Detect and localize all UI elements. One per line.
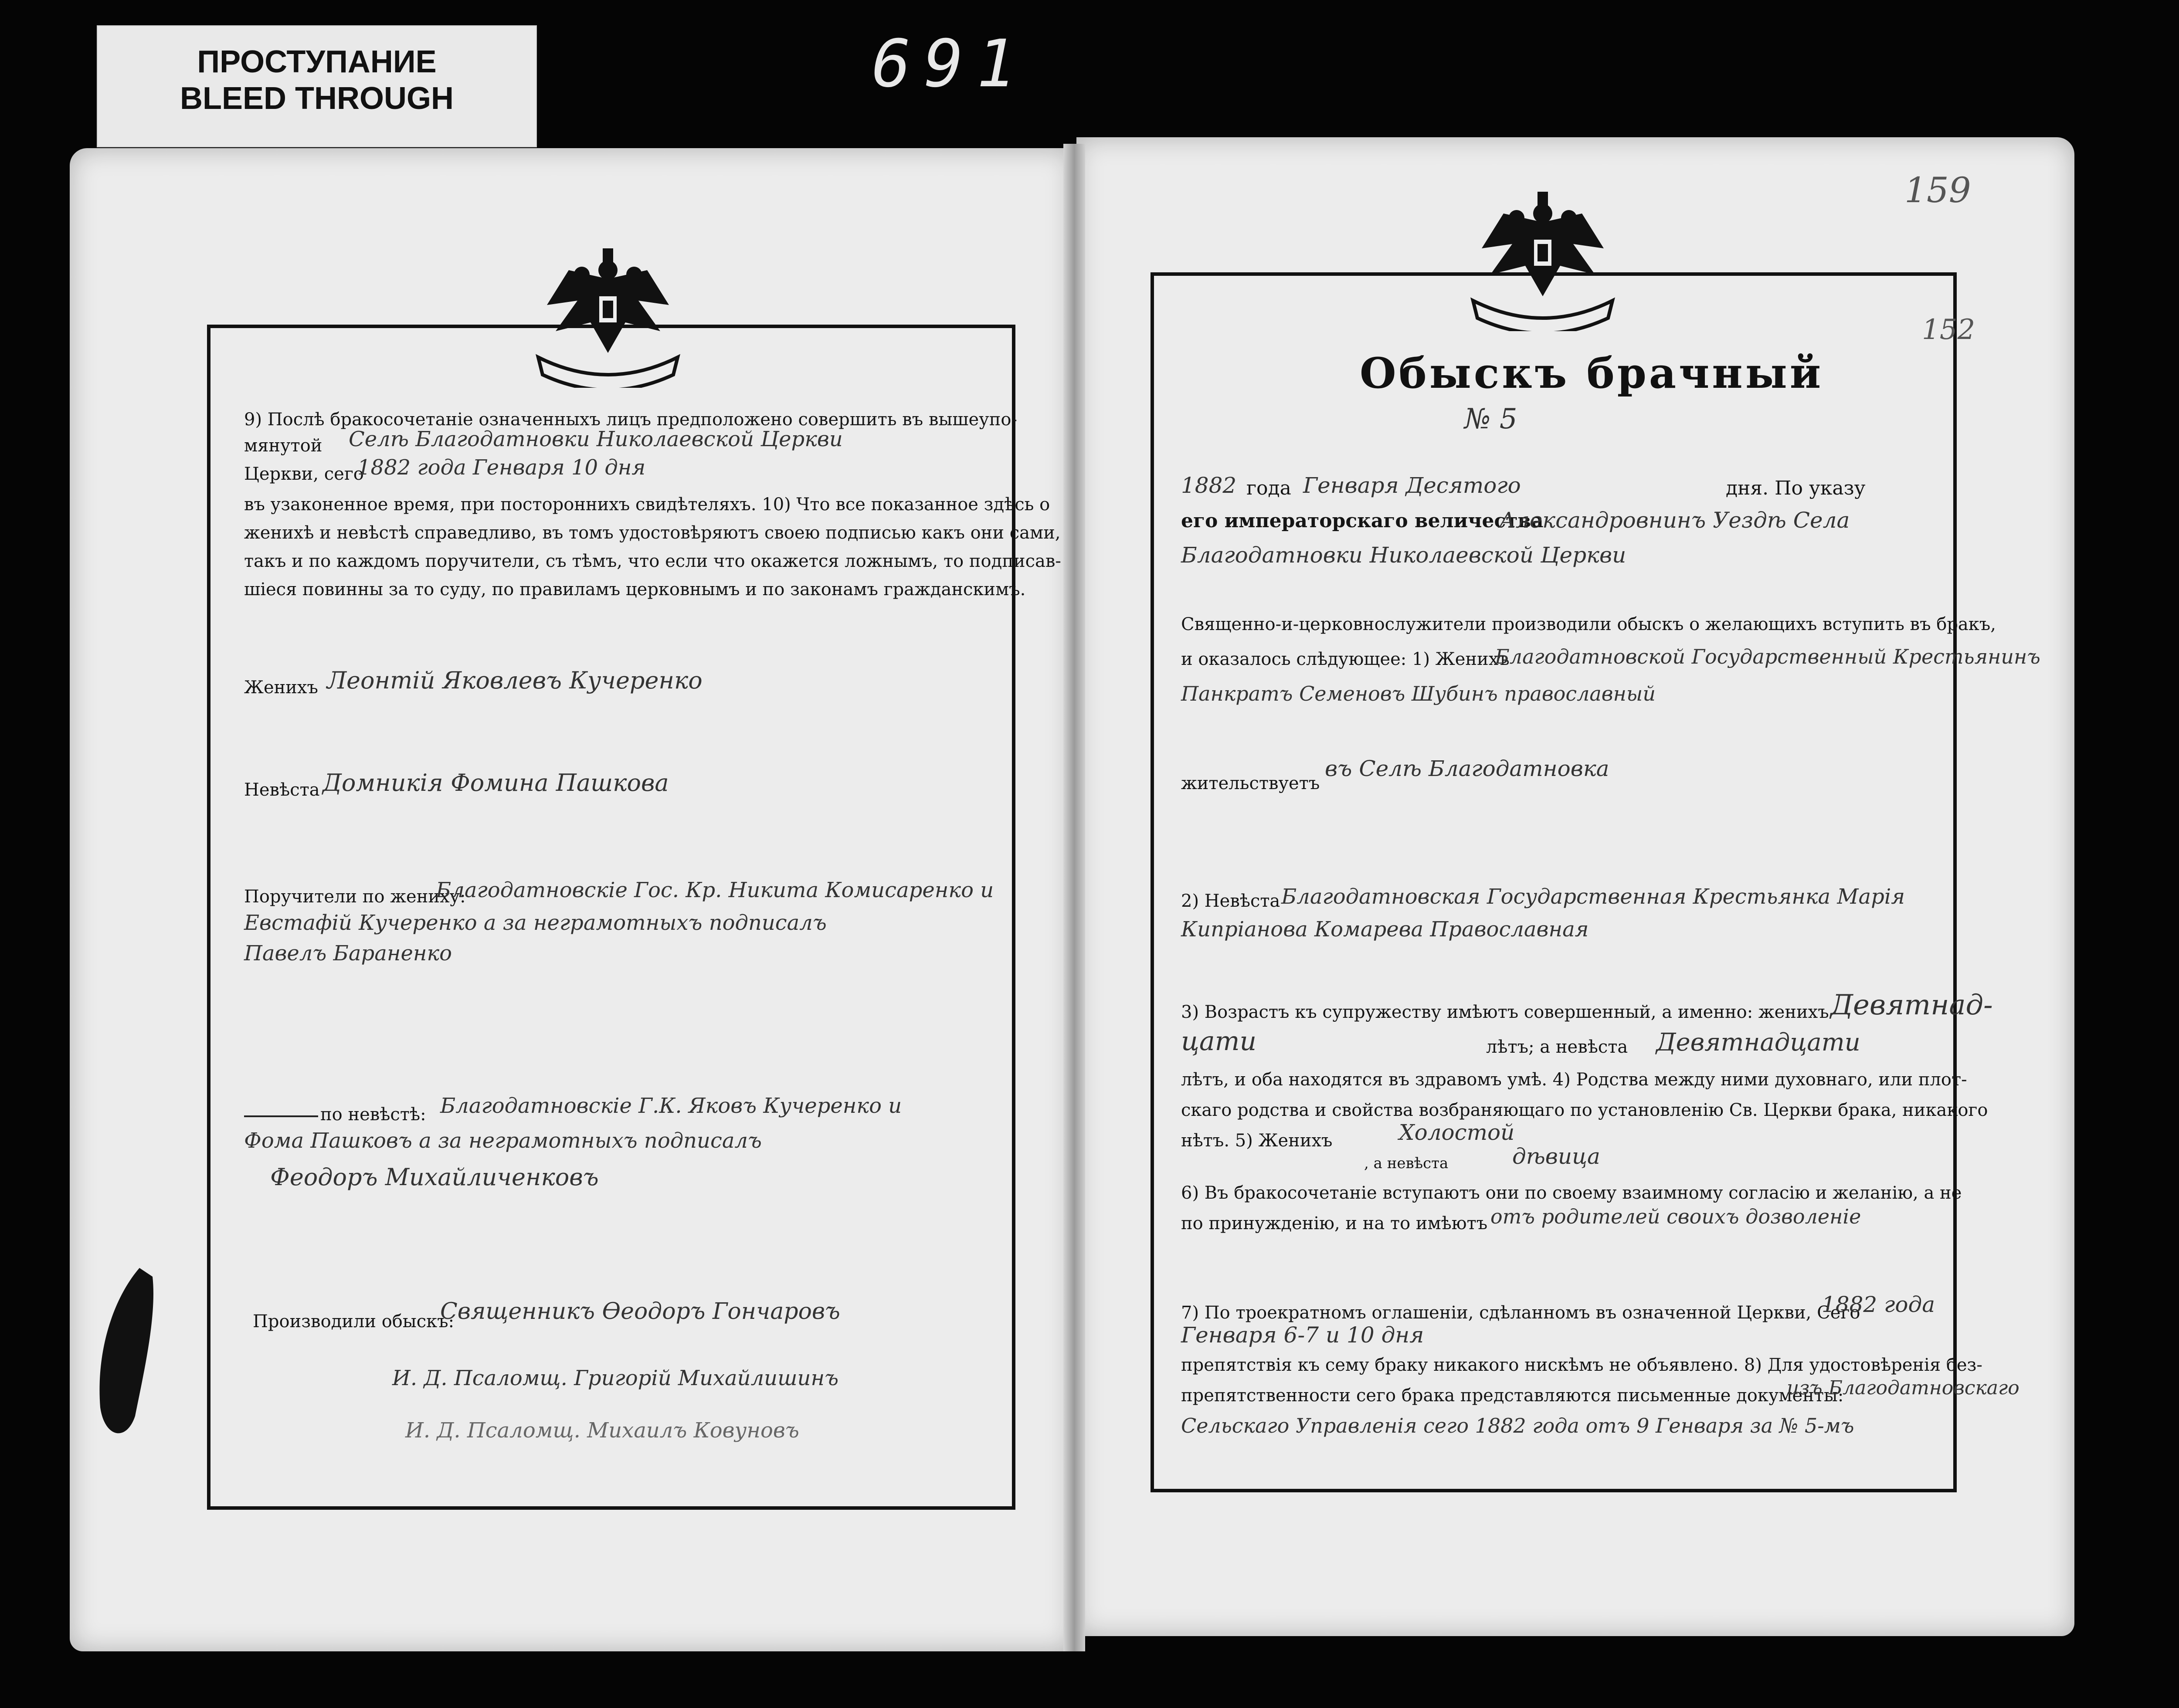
groom-hand-2: Панкратъ Семеновъ Шубинъ православный xyxy=(1181,682,1656,705)
resides-label: жительствуетъ xyxy=(1181,773,1320,793)
marriage-line: 9) Послѣ бракосочетаніе означенныхъ лицъ предположено совершить въ вышеупо- xyxy=(244,410,1017,430)
kinship-line: скаго родства и свойства возбраняющаго по установленію Св. Церкви брака, никакого xyxy=(1181,1100,1988,1120)
year-label: года xyxy=(1246,477,1291,499)
guarantors-line: такъ и по каждомъ поручители, съ тѣмъ, что если что окажется ложнымъ, то подписав- xyxy=(244,551,1061,571)
bride-state-label: , а невѣста xyxy=(1364,1155,1449,1172)
searcher-psalmist-2: И. Д. Псаломщ. Михаилъ Ковуновъ xyxy=(405,1418,799,1443)
bride-label: 2) Невѣста xyxy=(1181,891,1280,911)
guilty-line: шіеся повинны за то суду, по правиламъ церковнымъ и по законамъ гражданскимъ. xyxy=(244,580,1026,600)
guar-bride-rule xyxy=(244,1115,318,1117)
clergy-line: Священно-и-церковнослужители производили обыскъ о желающихъ вступить въ бракъ, xyxy=(1181,614,1996,634)
form-number: 152 xyxy=(1922,314,1975,346)
bride-state-hand: дѣвица xyxy=(1512,1144,1600,1169)
wedding-date-hand: 1882 года Генваря 10 дня xyxy=(357,455,646,480)
uyezd-hand: Александровнинъ Уездѣ Села xyxy=(1499,508,1850,533)
time-line: въ узаконенное время, при постороннихъ свидѣтеляхъ. 10) Что все показанное здѣсь о xyxy=(244,495,1050,515)
village-church-hand: Благодатновки Николаевской Церкви xyxy=(1181,542,1626,568)
bride-label-left: Невѣста xyxy=(244,780,320,800)
majesty-line: его императорскаго величества xyxy=(1181,510,1544,532)
age-line: 3) Возрастъ къ супружеству имѣютъ совершенный, а именно: женихъ xyxy=(1181,1002,1829,1022)
folio-number: 159 xyxy=(1904,170,1971,210)
impediment-line: препятствія къ сему браку никакого нискѣмъ не объявлено. 8) Для удостовѣренія без- xyxy=(1181,1355,1982,1375)
consent-hand: отъ родителей своихъ дозволеніе xyxy=(1490,1205,1861,1228)
sane-line: лѣтъ, и оба находятся въ здравомъ умѣ. 4) Родства между ними духовнаго, или плот- xyxy=(1181,1070,1967,1090)
none-line: нѣтъ. 5) Женихъ xyxy=(1181,1131,1333,1151)
searcher-psalmist-1: И. Д. Псаломщ. Григорій Михайлишинъ xyxy=(392,1366,839,1390)
edge-smudge xyxy=(87,1264,161,1447)
guar-groom-hand-2: Евстафій Кучеренко а за неграмотныхъ подписалъ xyxy=(244,911,827,935)
bride-hand-1: Благодатновская Государственная Крестьянка Марія xyxy=(1281,884,1905,909)
eagle-emblem-icon xyxy=(529,244,686,388)
church-hand: Селѣ Благодатновки Николаевской Церкви xyxy=(349,427,843,451)
church-label: Церкви, сего xyxy=(244,464,364,484)
record-month-day: Генваря Десятого xyxy=(1303,473,1521,498)
bleed-label-ru: ПРОСТУПАНИЕ xyxy=(197,44,437,79)
documents-hand-2: Сельскаго Управленія сего 1882 года отъ 9 Генваря за № 5-мъ xyxy=(1181,1414,1854,1437)
groom-age-hand-1: Девятнад- xyxy=(1830,989,1993,1021)
bride-age-hand: Девятнадцати xyxy=(1656,1028,1860,1057)
groom-bride-line: женихѣ и невѣстѣ справедливо, въ томъ удостовѣряютъ своею подписью какъ они сами, xyxy=(244,523,1061,543)
archive-sheet-number: 691 xyxy=(872,26,1029,102)
guar-groom-label: Поручители по жениху: xyxy=(244,887,466,907)
record-number: № 5 xyxy=(1464,403,1517,435)
banns-dates-hand: Генваря 6-7 и 10 дня xyxy=(1181,1322,1424,1348)
groom-hand-1: Благодатновской Государственный Крестьянинъ xyxy=(1495,645,2040,668)
found-line: и оказалось слѣдующее: 1) Женихъ xyxy=(1181,649,1510,669)
record-year: 1882 xyxy=(1181,473,1237,498)
bleed-label-en: BLEED THROUGH xyxy=(180,81,454,116)
mentioned-label: мянутой xyxy=(244,436,322,456)
guar-groom-hand-1: Благодатновскіе Гос. Кр. Никита Комисаренко и xyxy=(436,878,994,902)
bleed-through-label xyxy=(97,25,537,147)
consent-line: 6) Въ бракосочетаніе вступаютъ они по своему взаимному согласію и желанію, а не xyxy=(1181,1183,1962,1203)
groom-age-hand-2: цати xyxy=(1181,1026,1257,1057)
document-title: Обыскъ брачный xyxy=(1360,349,1824,398)
guar-bride-hand-2: Фома Пашковъ а за неграмотныхъ подписалъ xyxy=(244,1128,762,1153)
guar-bride-hand-3: Феодоръ Михайличенковъ xyxy=(270,1163,599,1191)
searchers-label: Производили обыскъ: xyxy=(253,1312,455,1332)
guar-bride-hand-1: Благодатновскіе Г.К. Яковъ Кучеренко и xyxy=(440,1094,902,1118)
groom-label: Женихъ xyxy=(244,678,318,698)
documents-line: препятственности сего брака представляются письменные документы: xyxy=(1181,1386,1844,1406)
groom-signature: Леонтій Яковлевъ Кучеренко xyxy=(327,667,703,694)
resides-hand: въ Селѣ Благодатновка xyxy=(1325,756,1609,781)
consent-line-2: по принужденію, и на то имѣютъ xyxy=(1181,1213,1488,1234)
guar-groom-hand-3: Павелъ Бараненко xyxy=(244,941,452,966)
years-label: лѣтъ; а невѣста xyxy=(1486,1037,1628,1057)
banns-year-hand: 1882 года xyxy=(1822,1292,1935,1317)
banns-line: 7) По троекратномъ оглашеніи, сдѣланномъ въ означенной Церкви, Сего xyxy=(1181,1303,1860,1323)
searcher-priest: Священникъ Өеодоръ Гончаровъ xyxy=(440,1298,840,1325)
book-gutter xyxy=(1063,144,1085,1651)
bride-hand-2: Кипріанова Комарева Православная xyxy=(1181,917,1589,942)
groom-state-hand: Холостой xyxy=(1399,1120,1515,1145)
bride-signature: Домникія Фомина Пашкова xyxy=(322,769,669,796)
eagle-emblem-icon xyxy=(1464,187,1621,331)
guar-bride-label: по невѣстѣ: xyxy=(320,1105,426,1125)
day-decree-label: дня. По указу xyxy=(1726,477,1866,499)
documents-hand-1: изъ Благодатновскаго xyxy=(1787,1377,2019,1399)
